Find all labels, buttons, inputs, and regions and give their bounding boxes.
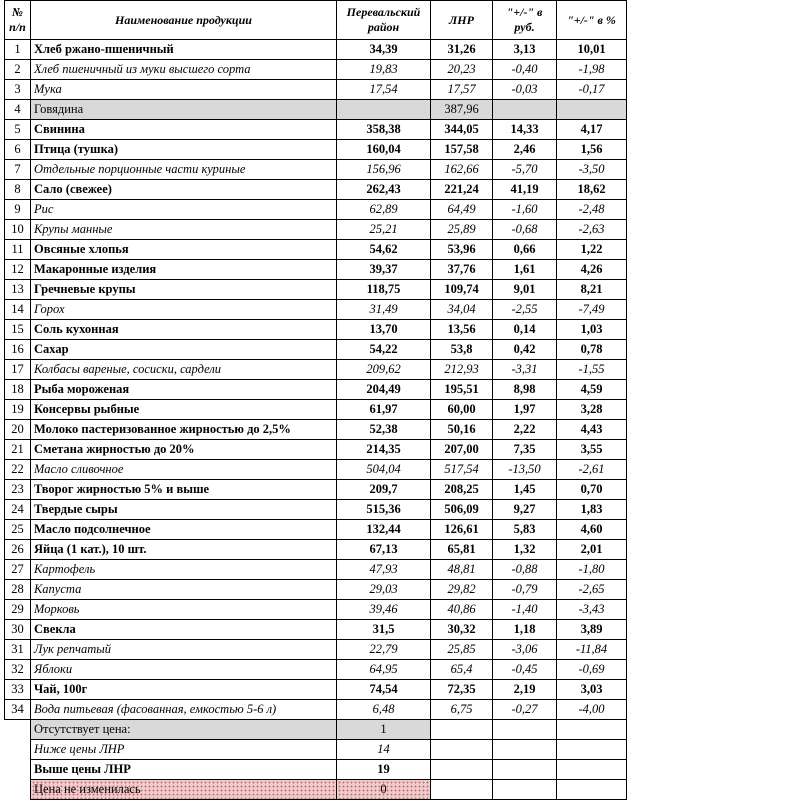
table-row [5,640,627,660]
row-number: 31 [5,640,31,660]
table-row [5,280,627,300]
diff-pct: 2,01 [557,540,627,560]
lnr-price: 17,57 [431,80,493,100]
diff-rub: -0,27 [493,700,557,720]
table-row [5,660,627,680]
lnr-price: 65,4 [431,660,493,680]
district-price: 74,54 [337,680,431,700]
row-number: 2 [5,60,31,80]
product-name: Гречневые крупы [31,280,337,300]
table-row [5,180,627,200]
product-name: Капуста [31,580,337,600]
district-price: 64,95 [337,660,431,680]
diff-rub: 14,33 [493,120,557,140]
district-price: 25,21 [337,220,431,240]
summary-row-below [5,740,627,760]
lnr-price: 6,75 [431,700,493,720]
lnr-price: 126,61 [431,520,493,540]
table-row [5,140,627,160]
summary-row-above [5,760,627,780]
table-row [5,580,627,600]
district-price: 156,96 [337,160,431,180]
product-name: Колбасы вареные, сосиски, сардели [31,360,337,380]
diff-pct: -2,48 [557,200,627,220]
district-price: 62,89 [337,200,431,220]
diff-rub: -0,45 [493,660,557,680]
table-row [5,240,627,260]
district-price: 19,83 [337,60,431,80]
table-row [5,380,627,400]
diff-rub: 0,42 [493,340,557,360]
diff-pct: 4,60 [557,520,627,540]
table-row [5,680,627,700]
summary-above-value: 19 [337,760,431,780]
summary-above-label: Выше цены ЛНР [31,760,337,780]
diff-rub: 2,19 [493,680,557,700]
district-price: 13,70 [337,320,431,340]
table-row [5,260,627,280]
product-name: Крупы манные [31,220,337,240]
row-number: 17 [5,360,31,380]
diff-rub: 2,22 [493,420,557,440]
product-name: Творог жирностью 5% и выше [31,480,337,500]
diff-rub: 5,83 [493,520,557,540]
table-row [5,620,627,640]
diff-rub: -0,79 [493,580,557,600]
row-number: 11 [5,240,31,260]
table-row [5,120,627,140]
district-price: 61,97 [337,400,431,420]
row-number: 8 [5,180,31,200]
lnr-price: 20,23 [431,60,493,80]
diff-pct: -4,00 [557,700,627,720]
row-number: 13 [5,280,31,300]
row-number: 23 [5,480,31,500]
lnr-price: 53,96 [431,240,493,260]
district-price: 6,48 [337,700,431,720]
lnr-price: 65,81 [431,540,493,560]
price-comparison-table [4,0,627,800]
diff-rub: 1,97 [493,400,557,420]
product-name: Хлеб ржано-пшеничный [31,40,337,60]
table-row [5,100,627,120]
product-name: Соль кухонная [31,320,337,340]
diff-pct: 3,55 [557,440,627,460]
row-number: 34 [5,700,31,720]
product-name: Лук репчатый [31,640,337,660]
diff-rub: -3,31 [493,360,557,380]
diff-rub: -0,40 [493,60,557,80]
district-price: 39,46 [337,600,431,620]
lnr-price: 506,09 [431,500,493,520]
table-row [5,300,627,320]
district-price: 214,35 [337,440,431,460]
lnr-price: 40,86 [431,600,493,620]
lnr-price: 48,81 [431,560,493,580]
product-name: Масло сливочное [31,460,337,480]
row-number: 6 [5,140,31,160]
lnr-price: 344,05 [431,120,493,140]
lnr-price: 53,8 [431,340,493,360]
table-row [5,320,627,340]
row-number: 27 [5,560,31,580]
table-row [5,440,627,460]
diff-pct [557,100,627,120]
district-price: 39,37 [337,260,431,280]
diff-rub: -1,60 [493,200,557,220]
row-number: 22 [5,460,31,480]
product-name: Хлеб пшеничный из муки высшего сорта [31,60,337,80]
district-price: 54,62 [337,240,431,260]
row-number: 14 [5,300,31,320]
product-name: Макаронные изделия [31,260,337,280]
table-row [5,700,627,720]
table-row [5,80,627,100]
product-name: Сахар [31,340,337,360]
district-price: 262,43 [337,180,431,200]
row-number: 25 [5,520,31,540]
diff-pct: 18,62 [557,180,627,200]
diff-rub: 9,27 [493,500,557,520]
product-name: Овсяные хлопья [31,240,337,260]
district-price: 22,79 [337,640,431,660]
lnr-price: 29,82 [431,580,493,600]
diff-pct: -3,50 [557,160,627,180]
lnr-price: 109,74 [431,280,493,300]
lnr-price: 13,56 [431,320,493,340]
product-name: Консервы рыбные [31,400,337,420]
diff-rub: 7,35 [493,440,557,460]
diff-rub: -2,55 [493,300,557,320]
lnr-price: 34,04 [431,300,493,320]
district-price: 54,22 [337,340,431,360]
row-number: 1 [5,40,31,60]
diff-rub: 0,14 [493,320,557,340]
district-price: 504,04 [337,460,431,480]
diff-pct: 3,89 [557,620,627,640]
product-name: Свекла [31,620,337,640]
row-number: 5 [5,120,31,140]
summary-row-unchanged [5,780,627,800]
row-number: 10 [5,220,31,240]
table-row [5,460,627,480]
row-number: 12 [5,260,31,280]
summary-unchanged-value: 0 [337,780,431,800]
row-number: 29 [5,600,31,620]
diff-pct: 4,26 [557,260,627,280]
lnr-price: 60,00 [431,400,493,420]
table-row [5,560,627,580]
lnr-price: 221,24 [431,180,493,200]
diff-rub: -13,50 [493,460,557,480]
table-row [5,340,627,360]
header-diff-pct: "+/-" в % [557,1,627,40]
row-number: 32 [5,660,31,680]
summary-missing-label: Отсутствует цена: [31,720,337,740]
table-header-row [5,1,627,40]
summary-missing-value: 1 [337,720,431,740]
product-name: Рис [31,200,337,220]
lnr-price: 30,32 [431,620,493,640]
diff-rub: 41,19 [493,180,557,200]
lnr-price: 31,26 [431,40,493,60]
product-name: Яблоки [31,660,337,680]
diff-pct: 0,78 [557,340,627,360]
row-number: 9 [5,200,31,220]
product-name: Рыба мороженая [31,380,337,400]
diff-pct: -1,80 [557,560,627,580]
diff-pct: 4,59 [557,380,627,400]
product-name: Горох [31,300,337,320]
lnr-price: 72,35 [431,680,493,700]
district-price: 29,03 [337,580,431,600]
product-name: Отдельные порционные части куриные [31,160,337,180]
product-name: Морковь [31,600,337,620]
table-row [5,520,627,540]
diff-rub [493,100,557,120]
product-name: Твердые сыры [31,500,337,520]
diff-pct: 10,01 [557,40,627,60]
row-number: 7 [5,160,31,180]
lnr-price: 25,85 [431,640,493,660]
lnr-price: 212,93 [431,360,493,380]
header-lnr: ЛНР [431,1,493,40]
lnr-price: 157,58 [431,140,493,160]
district-price: 34,39 [337,40,431,60]
row-number: 24 [5,500,31,520]
diff-rub: -0,03 [493,80,557,100]
diff-pct: 8,21 [557,280,627,300]
product-name: Картофель [31,560,337,580]
diff-pct: 3,03 [557,680,627,700]
product-name: Свинина [31,120,337,140]
table-row [5,60,627,80]
row-number: 16 [5,340,31,360]
table-row [5,420,627,440]
diff-pct: 4,17 [557,120,627,140]
table-row [5,400,627,420]
summary-below-value: 14 [337,740,431,760]
row-number: 15 [5,320,31,340]
lnr-price: 50,16 [431,420,493,440]
diff-pct: 1,03 [557,320,627,340]
table-row [5,480,627,500]
product-name: Вода питьевая (фасованная, емкостью 5-6 л) [31,700,337,720]
diff-rub: 1,45 [493,480,557,500]
district-price: 515,36 [337,500,431,520]
diff-rub: 3,13 [493,40,557,60]
product-name: Яйца (1 кат.), 10 шт. [31,540,337,560]
diff-rub: 8,98 [493,380,557,400]
diff-pct: 1,56 [557,140,627,160]
lnr-price: 25,89 [431,220,493,240]
district-price: 209,7 [337,480,431,500]
diff-rub: 2,46 [493,140,557,160]
row-number: 3 [5,80,31,100]
district-price: 52,38 [337,420,431,440]
row-number: 30 [5,620,31,640]
lnr-price: 387,96 [431,100,493,120]
diff-rub: 1,61 [493,260,557,280]
product-name: Говядина [31,100,337,120]
diff-pct: 1,22 [557,240,627,260]
summary-below-label: Ниже цены ЛНР [31,740,337,760]
product-name: Сметана жирностью до 20% [31,440,337,460]
table-row [5,600,627,620]
product-name: Птица (тушка) [31,140,337,160]
district-price [337,100,431,120]
header-diff-rub: "+/-" в руб. [493,1,557,40]
table-row [5,500,627,520]
diff-rub: -3,06 [493,640,557,660]
row-number: 20 [5,420,31,440]
product-name: Масло подсолнечное [31,520,337,540]
row-number: 33 [5,680,31,700]
table-row [5,360,627,380]
row-number: 26 [5,540,31,560]
row-number: 4 [5,100,31,120]
product-name: Мука [31,80,337,100]
table-row [5,220,627,240]
district-price: 67,13 [337,540,431,560]
lnr-price: 208,25 [431,480,493,500]
header-name: Наименование продукции [31,1,337,40]
district-price: 160,04 [337,140,431,160]
row-number: 21 [5,440,31,460]
diff-pct: 1,83 [557,500,627,520]
table-row [5,540,627,560]
lnr-price: 517,54 [431,460,493,480]
district-price: 118,75 [337,280,431,300]
diff-pct: -0,69 [557,660,627,680]
diff-pct: -2,61 [557,460,627,480]
diff-rub: 1,18 [493,620,557,640]
diff-pct: 0,70 [557,480,627,500]
diff-pct: 4,43 [557,420,627,440]
row-number: 28 [5,580,31,600]
diff-pct: -7,49 [557,300,627,320]
table-row [5,200,627,220]
diff-pct: -1,98 [557,60,627,80]
lnr-price: 37,76 [431,260,493,280]
row-number: 18 [5,380,31,400]
diff-pct: -2,65 [557,580,627,600]
summary-row-missing [5,720,627,740]
lnr-price: 195,51 [431,380,493,400]
row-number: 19 [5,400,31,420]
header-num: № п/п [5,1,31,40]
diff-pct: -0,17 [557,80,627,100]
district-price: 209,62 [337,360,431,380]
lnr-price: 207,00 [431,440,493,460]
product-name: Чай, 100г [31,680,337,700]
table-row [5,160,627,180]
product-name: Молоко пастеризованное жирностью до 2,5% [31,420,337,440]
district-price: 31,49 [337,300,431,320]
diff-pct: -3,43 [557,600,627,620]
header-district: Перевальский район [337,1,431,40]
diff-rub: 9,01 [493,280,557,300]
diff-rub: -0,68 [493,220,557,240]
lnr-price: 162,66 [431,160,493,180]
product-name: Сало (свежее) [31,180,337,200]
district-price: 47,93 [337,560,431,580]
district-price: 358,38 [337,120,431,140]
diff-rub: -5,70 [493,160,557,180]
district-price: 132,44 [337,520,431,540]
diff-pct: 3,28 [557,400,627,420]
district-price: 17,54 [337,80,431,100]
diff-pct: -2,63 [557,220,627,240]
summary-unchanged-label: Цена не изменилась [31,780,337,800]
diff-pct: -1,55 [557,360,627,380]
lnr-price: 64,49 [431,200,493,220]
district-price: 204,49 [337,380,431,400]
diff-rub: -0,88 [493,560,557,580]
diff-rub: 0,66 [493,240,557,260]
diff-pct: -11,84 [557,640,627,660]
table-row [5,40,627,60]
diff-rub: -1,40 [493,600,557,620]
diff-rub: 1,32 [493,540,557,560]
district-price: 31,5 [337,620,431,640]
